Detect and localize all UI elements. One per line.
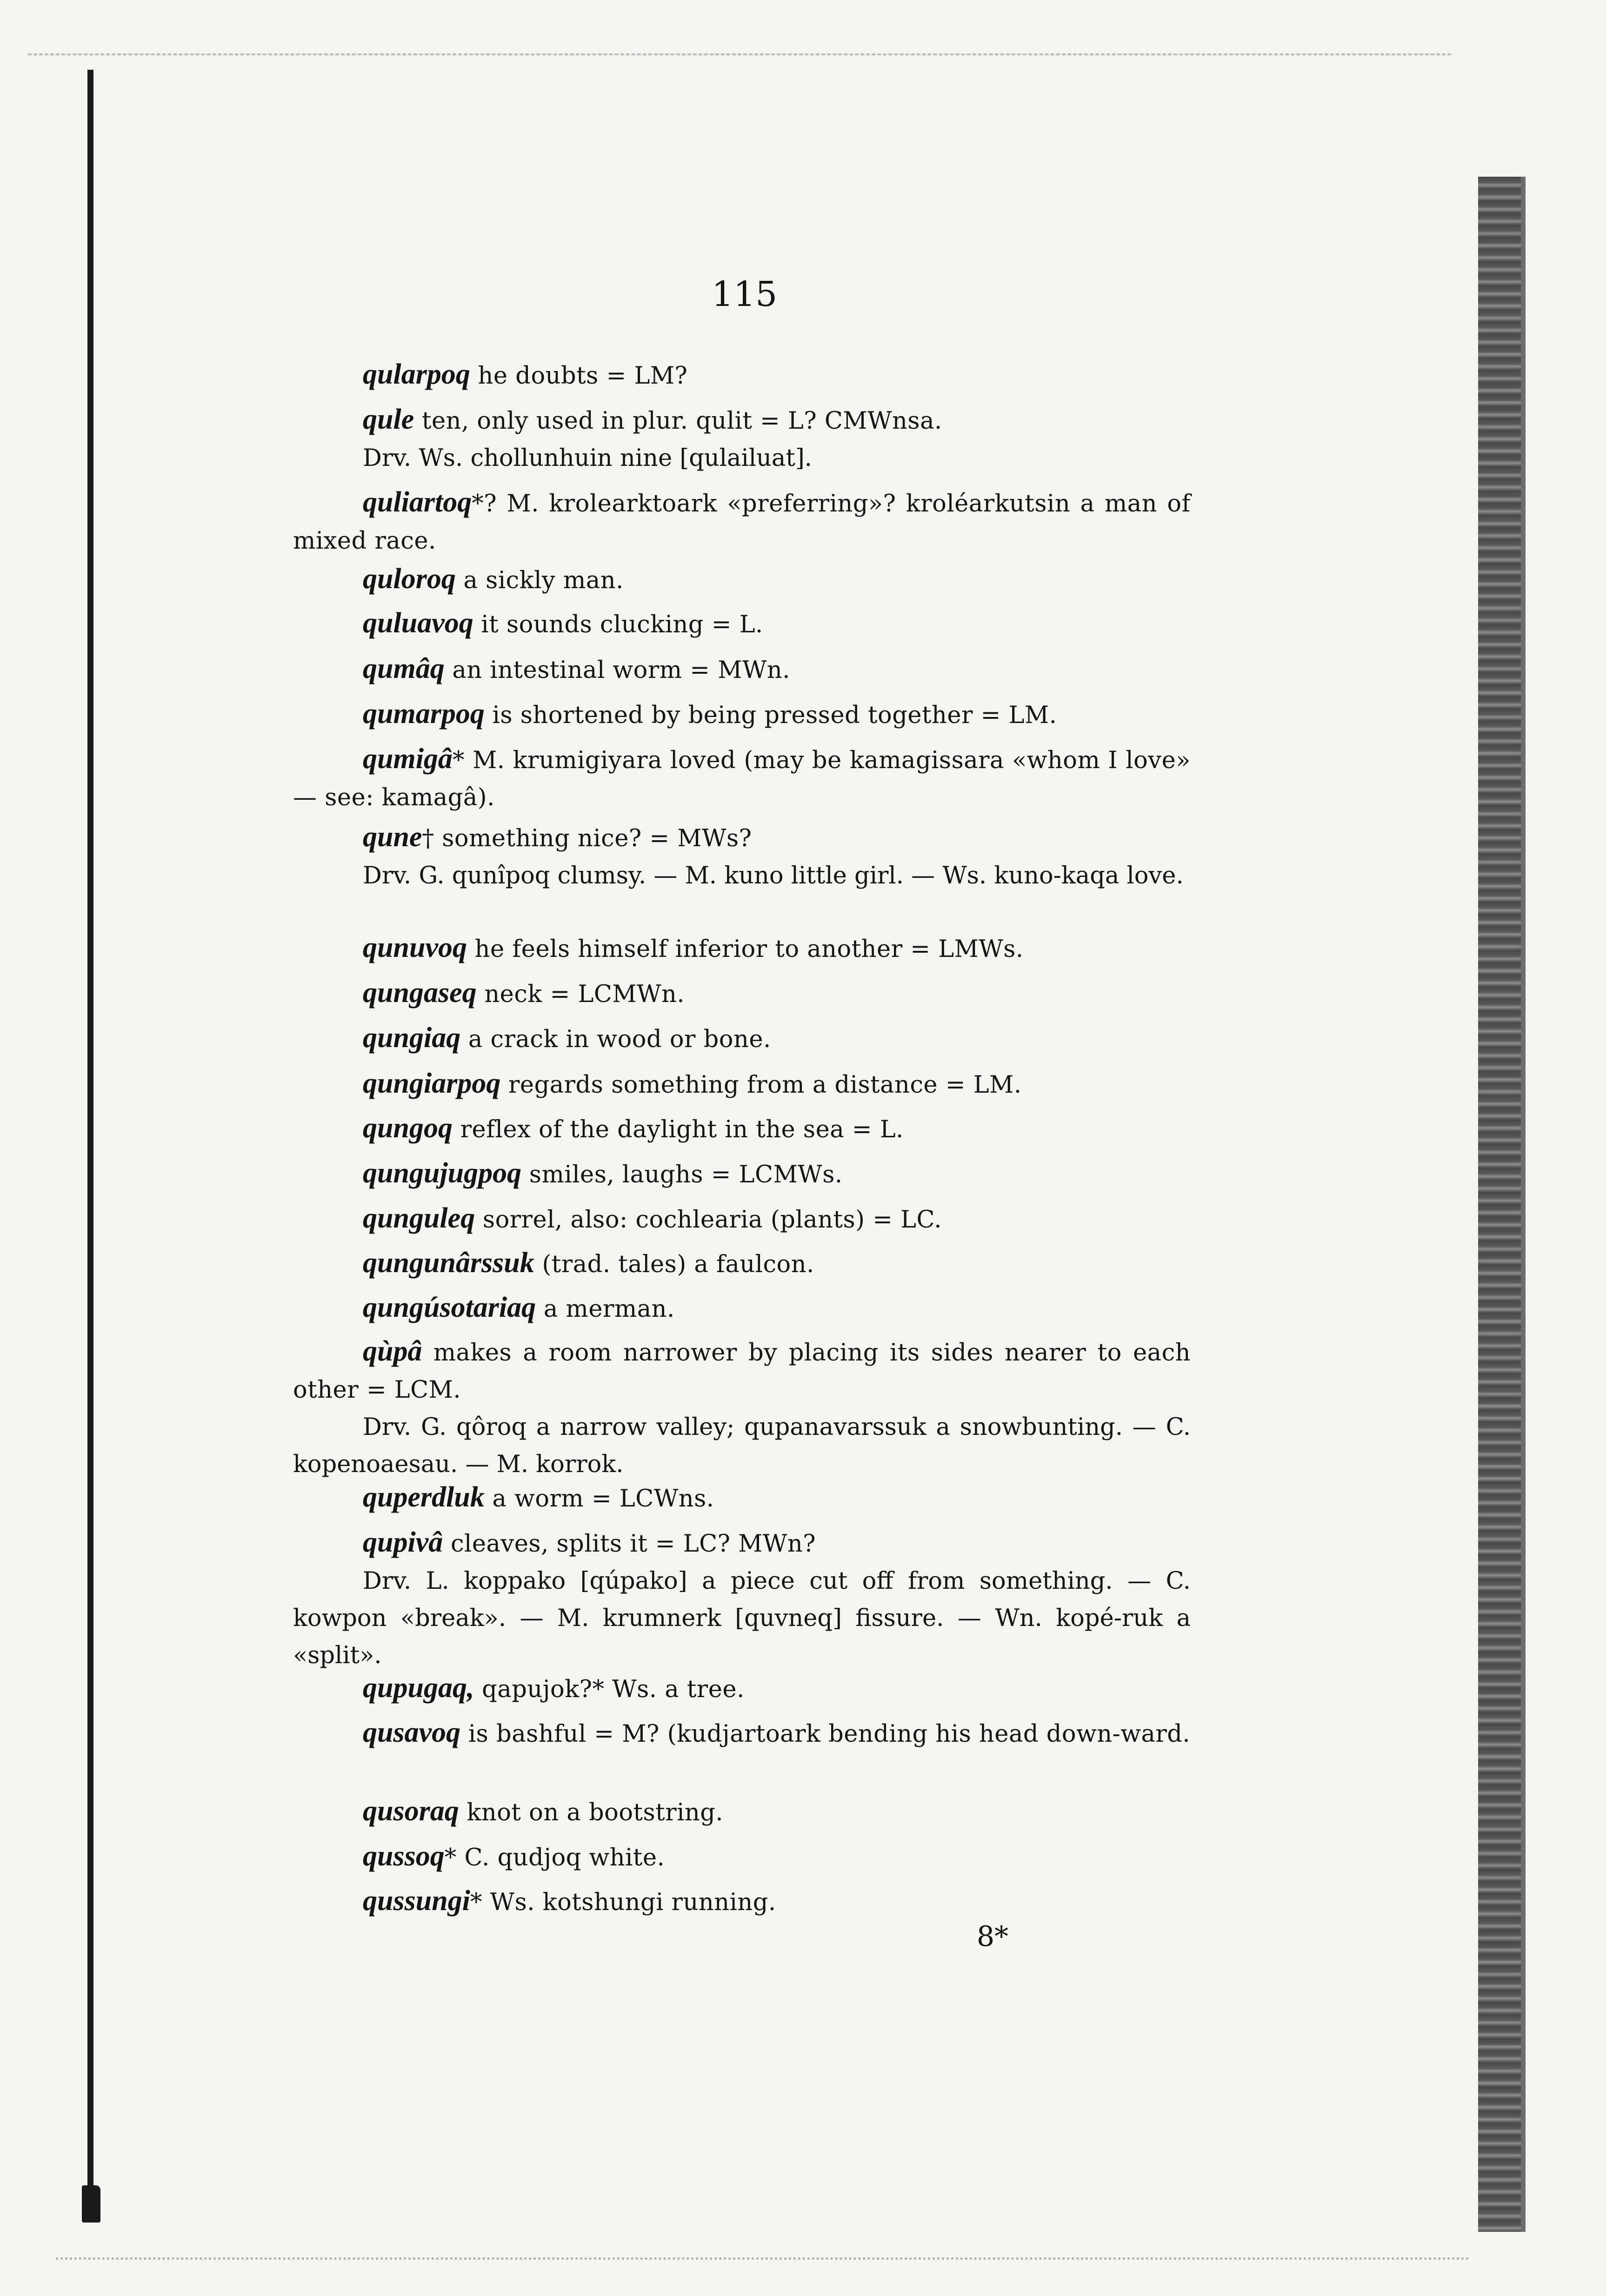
page-number: 115	[712, 274, 778, 314]
entry-definition: sorrel, also: cochlearia (plants) = LC.	[475, 1206, 942, 1234]
entry-definition: knot on a bootstring.	[459, 1799, 724, 1826]
entry-definition: qapujok?* Ws. a tree.	[474, 1676, 745, 1703]
entry-definition: is shortened by being pressed together = LM.	[484, 702, 1057, 729]
entry-headword: qusoraq	[363, 1795, 459, 1827]
entry-definition: a worm = LCWns.	[484, 1485, 714, 1513]
entry-headword: qungoq	[363, 1112, 453, 1144]
entry-definition: makes a room narrower by placing its sides nearer to each other = LCM.	[293, 1339, 1191, 1404]
dictionary-entry	[293, 401, 1191, 477]
dictionary-entry	[293, 484, 1191, 560]
entry-definition: a sickly man.	[455, 567, 624, 594]
entry-headword: qule	[363, 404, 414, 435]
entry-headword: qungiarpoq	[363, 1068, 501, 1099]
entry-definition: it sounds clucking = L.	[473, 611, 763, 638]
page-top-edge	[28, 53, 1451, 55]
dictionary-entry	[293, 1714, 1191, 1753]
dictionary-entry	[293, 929, 1191, 968]
entry-definition: * C. qudjoq white.	[444, 1844, 665, 1871]
dictionary-entry	[293, 1838, 1191, 1877]
entry-definition: cleaves, splits it = LC? MWn?	[443, 1530, 816, 1558]
entry-headword: quperdluk	[363, 1481, 485, 1513]
dictionary-entry	[293, 1200, 1191, 1239]
entry-definition: smiles, laughs = LCMWs.	[521, 1161, 843, 1188]
dictionary-entry	[293, 1155, 1191, 1194]
dictionary-entry	[293, 1244, 1191, 1283]
entry-headword: qularpoq	[363, 358, 470, 390]
left-binding-foot	[82, 2185, 100, 2223]
entry-headword: qupivâ	[363, 1526, 443, 1558]
entry-headword: qussungi	[363, 1885, 470, 1917]
entry-definition: * Ws. kotshungi running.	[470, 1889, 776, 1916]
entry-headword: qune	[363, 821, 422, 853]
signature-mark: 8*	[977, 1920, 1009, 1953]
entry-headword: qupugaq,	[363, 1672, 474, 1704]
dictionary-entry	[293, 1065, 1191, 1104]
right-binding-edge	[1521, 177, 1526, 2232]
entry-headword: qumâq	[363, 653, 445, 684]
entry-definition: neck = LCMWn.	[476, 981, 685, 1008]
entry-headword: qumigâ	[363, 743, 453, 775]
entry-definition: a merman.	[536, 1295, 675, 1323]
entry-headword: qungiaq	[363, 1022, 461, 1054]
dictionary-entry	[293, 650, 1191, 689]
entry-definition: reflex of the daylight in the sea = L.	[452, 1116, 904, 1143]
dictionary-entry	[293, 356, 1191, 395]
entry-definition: † something nice? = MWs?	[422, 825, 752, 852]
entry-headword: qungunârssuk	[363, 1247, 534, 1279]
entry-headword: quloroq	[363, 563, 456, 595]
entry-derivation: Drv. G. qunîpoq clumsy. — M. kuno little girl. — Ws. kuno-kaqa love.	[363, 862, 1184, 889]
dictionary-entry	[293, 560, 1191, 599]
entry-headword: quluavoq	[363, 607, 473, 639]
entry-definition: (trad. tales) a faulcon.	[534, 1251, 814, 1278]
entry-headword: qussoq	[363, 1840, 445, 1872]
entry-definition: he doubts = LM?	[470, 362, 688, 390]
page-bottom-edge	[56, 2257, 1470, 2260]
dictionary-entry	[293, 1524, 1191, 1674]
left-binding-rule	[87, 70, 93, 2195]
entry-definition: *? M. krolearktoark «preferring»? kroléarkutsin a man of mixed race.	[293, 490, 1191, 555]
entry-headword: qungujugpoq	[363, 1157, 522, 1189]
entry-headword: qunguleq	[363, 1202, 475, 1234]
entry-derivation: Drv. Ws. chollunhuin nine [qulailuat].	[363, 445, 812, 472]
entry-definition: * M. krumigiyara loved (may be kamagissara «whom I love» — see: kamagâ).	[293, 747, 1191, 811]
entry-definition: he feels himself inferior to another = LMWs.	[466, 936, 1024, 963]
entry-headword: qusavoq	[363, 1717, 461, 1748]
right-binding-shadow	[1478, 177, 1522, 2232]
entry-definition: regards something from a distance = LM.	[500, 1071, 1022, 1099]
entry-derivation: Drv. L. koppako [qúpako] a piece cut off from something. — C. kowpon «break». — M. krumnerk [quvneq] fissure. — Wn. kopé-ruk a «split».	[293, 1567, 1191, 1669]
entry-definition: an intestinal worm = MWn.	[444, 657, 790, 684]
dictionary-entry	[293, 604, 1191, 644]
dictionary-entry	[293, 695, 1191, 734]
dictionary-entry	[293, 1109, 1191, 1148]
entry-headword: qùpâ	[363, 1335, 422, 1367]
entry-headword: qumarpoq	[363, 698, 485, 730]
entry-headword: qungúsotariaq	[363, 1292, 536, 1323]
dictionary-entry	[293, 1479, 1191, 1518]
dictionary-entry	[293, 740, 1191, 816]
entry-headword: quliartoq	[363, 486, 472, 518]
dictionary-entry	[293, 1882, 1191, 1921]
entry-definition: is bashful = M? (kudjartoark bending his head down-ward.	[460, 1720, 1191, 1748]
dictionary-entry	[293, 1333, 1191, 1483]
dictionary-entry	[293, 974, 1191, 1013]
entry-headword: qunuvoq	[363, 932, 467, 963]
entry-derivation: Drv. G. qôroq a narrow valley; qupanavarssuk a snowbunting. — C. kopenoaesau. — M. korrok.	[293, 1413, 1191, 1478]
entry-headword: qungaseq	[363, 977, 477, 1009]
entry-definition: a crack in wood or bone.	[460, 1026, 771, 1053]
entry-definition: ten, only used in plur. qulit = L? CMWnsa.	[414, 407, 942, 435]
dictionary-entry	[293, 1669, 1191, 1708]
dictionary-entry	[293, 1792, 1191, 1831]
dictionary-entry	[293, 1289, 1191, 1328]
dictionary-entry	[293, 1019, 1191, 1058]
dictionary-entry	[293, 818, 1191, 895]
